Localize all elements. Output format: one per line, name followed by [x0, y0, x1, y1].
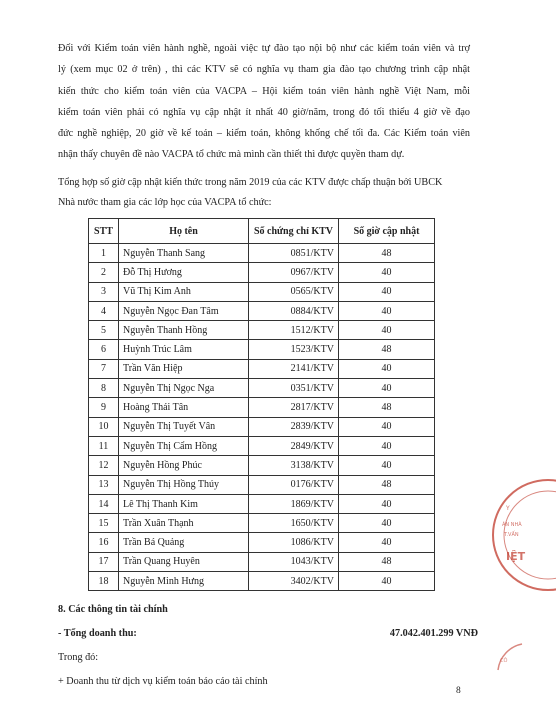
revenue-item-1: + Doanh thu từ dịch vụ kiểm toán báo cáo tài chính — [58, 676, 268, 687]
table-row — [89, 436, 435, 455]
cell-certificate: 0565/KTV — [249, 282, 339, 301]
summary-line: Tổng hợp số giờ cập nhật kiến thức trong năm 2019 của các KTV được chấp thuận bởi UBCK — [58, 177, 443, 188]
table-body — [89, 244, 435, 591]
cell-hours: 48 — [339, 340, 435, 359]
cell-hours: 40 — [339, 321, 435, 340]
cell-name: Nguyễn Thị Hồng Thúy — [119, 475, 249, 494]
table-row — [89, 514, 435, 533]
cell-name: Nguyễn Hồng Phúc — [119, 456, 249, 475]
cell-stt: 11 — [89, 436, 119, 455]
cell-hours: 48 — [339, 475, 435, 494]
cell-certificate: 1650/KTV — [249, 514, 339, 533]
header-hours: Số giờ cập nhật — [339, 219, 435, 244]
cell-stt: 12 — [89, 456, 119, 475]
svg-text:Y: Y — [506, 505, 510, 512]
cell-certificate: 3402/KTV — [249, 572, 339, 591]
cell-hours: 40 — [339, 301, 435, 320]
svg-text:IỆT: IỆT — [506, 550, 526, 563]
header-certificate: Số chứng chỉ KTV — [249, 219, 339, 244]
intro-line: kiểm toán viên phải có nghĩa vụ cập nhật ít nhất 40 giờ/năm, trong đó tối thiểu 4 giờ về đạo — [58, 106, 470, 118]
cell-certificate: 2849/KTV — [249, 436, 339, 455]
cell-hours: 40 — [339, 263, 435, 282]
cell-hours: 48 — [339, 398, 435, 417]
cell-hours: 40 — [339, 282, 435, 301]
cell-stt: 6 — [89, 340, 119, 359]
header-name: Họ tên — [119, 219, 249, 244]
summary-paragraph — [58, 173, 478, 213]
intro-paragraph — [58, 38, 470, 166]
svg-text:T.VẤN: T.VẤN — [504, 532, 519, 538]
svg-text:ÁN NHÀ: ÁN NHÀ — [502, 522, 522, 528]
cell-hours: 40 — [339, 359, 435, 378]
cell-stt: 10 — [89, 417, 119, 436]
cell-name: Nguyễn Thị Ngọc Nga — [119, 379, 249, 398]
cell-stt: 9 — [89, 398, 119, 417]
table-row — [89, 282, 435, 301]
cell-stt: 17 — [89, 552, 119, 571]
cell-name: Trần Xuân Thạnh — [119, 514, 249, 533]
table-row — [89, 475, 435, 494]
cell-name: Huỳnh Trúc Lâm — [119, 340, 249, 359]
cell-certificate: 1869/KTV — [249, 494, 339, 513]
cell-name: Đỗ Thị Hương — [119, 263, 249, 282]
cell-hours: 40 — [339, 514, 435, 533]
intro-line: Đối với Kiểm toán viên hành nghề, ngoài việc tự đào tạo nội bộ như các kiểm toán viên và trợ — [58, 43, 470, 54]
company-seal-stamp — [488, 470, 556, 600]
cell-stt: 8 — [89, 379, 119, 398]
cell-hours: 40 — [339, 456, 435, 475]
cell-name: Nguyễn Minh Hưng — [119, 572, 249, 591]
cell-stt: 18 — [89, 572, 119, 591]
revenue-label: - Tổng doanh thu: — [58, 628, 137, 639]
cell-name: Nguyễn Thanh Sang — [119, 244, 249, 263]
cell-certificate: 1086/KTV — [249, 533, 339, 552]
table-row — [89, 321, 435, 340]
table-row — [89, 494, 435, 513]
cell-stt: 4 — [89, 301, 119, 320]
cell-hours: 40 — [339, 572, 435, 591]
cell-name: Hoàng Thái Tân — [119, 398, 249, 417]
cell-name: Nguyễn Ngọc Đan Tâm — [119, 301, 249, 320]
table-row — [89, 359, 435, 378]
cell-certificate: 1512/KTV — [249, 321, 339, 340]
intro-line: kiến thức cho kiểm toán viên của VACPA – Hội kiểm toán viên hành nghề Việt Nam, mỗi — [58, 85, 470, 97]
cell-name: Trần Bá Quảng — [119, 533, 249, 552]
cell-certificate: 1523/KTV — [249, 340, 339, 359]
table-row — [89, 456, 435, 475]
partial-stamp-mark — [492, 640, 526, 700]
cell-certificate: 0967/KTV — [249, 263, 339, 282]
cell-hours: 40 — [339, 417, 435, 436]
cell-certificate: 2817/KTV — [249, 398, 339, 417]
cell-certificate: 0176/KTV — [249, 475, 339, 494]
table-row — [89, 572, 435, 591]
cell-certificate: 3138/KTV — [249, 456, 339, 475]
cell-name: Trần Quang Huyên — [119, 552, 249, 571]
intro-line: nhận thấy chuyên đề nào VACPA tổ chức mà mình cần thiết thì được quyền tham dự. — [58, 149, 405, 161]
cell-certificate: 0884/KTV — [249, 301, 339, 320]
cell-name: Nguyễn Thị Cẩm Hồng — [119, 436, 249, 455]
cell-certificate: 0851/KTV — [249, 244, 339, 263]
cell-stt: 16 — [89, 533, 119, 552]
table-header-row — [89, 219, 435, 244]
cell-hours: 40 — [339, 436, 435, 455]
revenue-value: 47.042.401.299 VNĐ — [389, 628, 478, 639]
cell-certificate: 2141/KTV — [249, 359, 339, 378]
cell-stt: 2 — [89, 263, 119, 282]
svg-text:CÔ: CÔ — [500, 658, 508, 664]
cell-hours: 48 — [339, 552, 435, 571]
table-row — [89, 552, 435, 571]
cell-name: Vũ Thị Kim Anh — [119, 282, 249, 301]
table-row — [89, 301, 435, 320]
intro-line: lý (xem mục 02 ở trên) , thì các KTV sẽ có nghĩa vụ tham gia đào tạo chương trình cập nhật — [58, 64, 470, 76]
cell-stt: 13 — [89, 475, 119, 494]
cell-stt: 14 — [89, 494, 119, 513]
cell-stt: 3 — [89, 282, 119, 301]
table-row — [89, 417, 435, 436]
cell-certificate: 2839/KTV — [249, 417, 339, 436]
table-row — [89, 398, 435, 417]
cell-name: Nguyễn Thanh Hồng — [119, 321, 249, 340]
cell-hours: 48 — [339, 244, 435, 263]
table-row — [89, 340, 435, 359]
table-row — [89, 263, 435, 282]
intro-line: đức nghề nghiệp, 20 giờ về kế toán – kiểm toán, không khống chế tối đa. Các Kiểm toán viên — [58, 128, 470, 140]
cell-name: Lê Thị Thanh Kim — [119, 494, 249, 513]
cell-stt: 15 — [89, 514, 119, 533]
cell-certificate: 1043/KTV — [249, 552, 339, 571]
page-number: 8 — [456, 686, 461, 696]
cell-hours: 40 — [339, 533, 435, 552]
cell-certificate: 0351/KTV — [249, 379, 339, 398]
summary-line: Nhà nước tham gia các lớp học của VACPA tổ chức: — [58, 197, 272, 208]
header-stt: STT — [89, 219, 119, 244]
table-row — [89, 533, 435, 552]
cell-hours: 40 — [339, 494, 435, 513]
auditor-hours-table — [88, 218, 435, 591]
cell-name: Nguyễn Thị Tuyết Vân — [119, 417, 249, 436]
cell-name: Trần Văn Hiệp — [119, 359, 249, 378]
table-row — [89, 244, 435, 263]
cell-stt: 7 — [89, 359, 119, 378]
section-heading: 8. Các thông tin tài chính — [58, 604, 168, 615]
cell-stt: 1 — [89, 244, 119, 263]
cell-stt: 5 — [89, 321, 119, 340]
cell-hours: 40 — [339, 379, 435, 398]
table-row — [89, 379, 435, 398]
in-which-label: Trong đó: — [58, 652, 99, 663]
